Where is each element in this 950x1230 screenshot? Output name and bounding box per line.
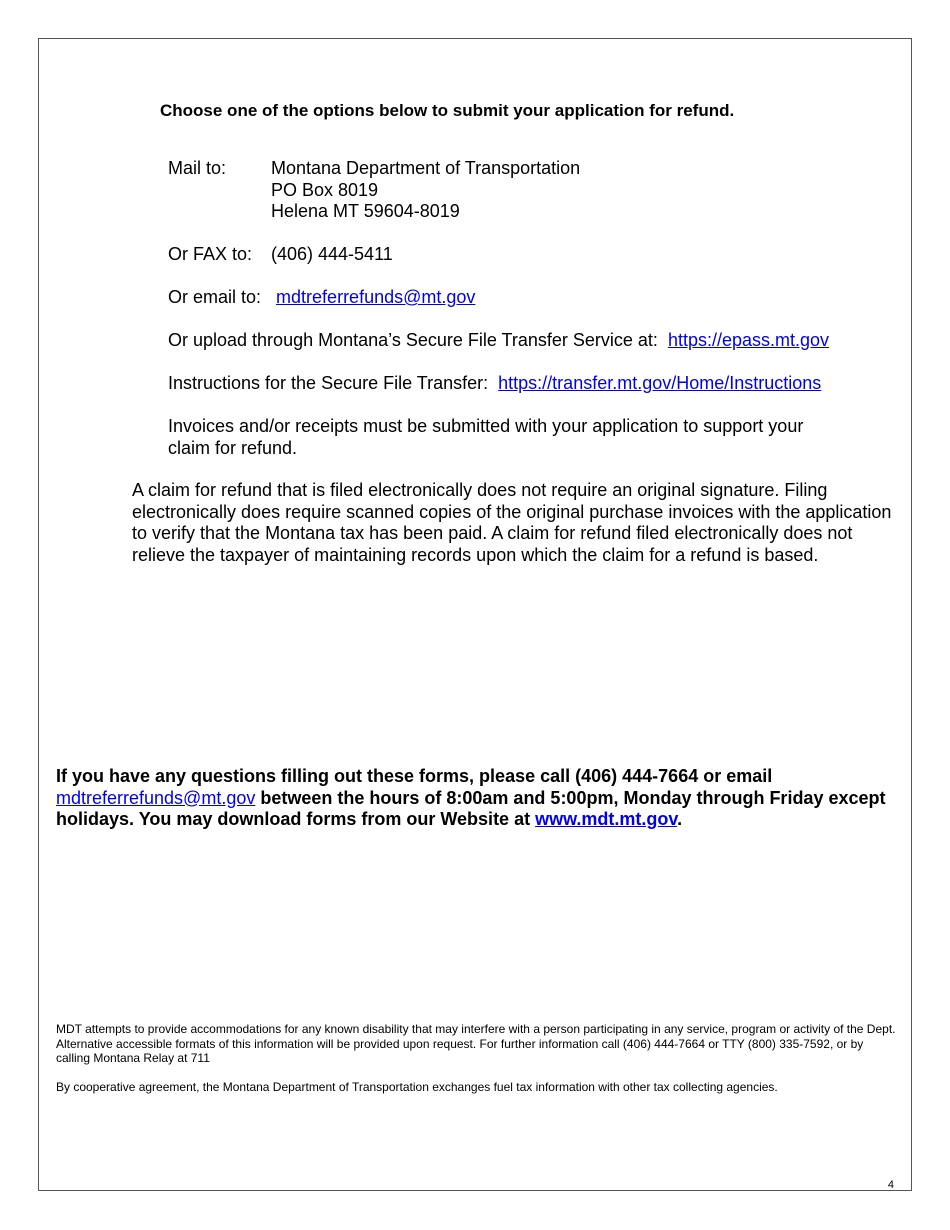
mail-address-line-3: Helena MT 59604-8019 <box>271 201 460 221</box>
instructions-text: Instructions for the Secure File Transfer: <box>168 373 489 393</box>
instructions-block <box>168 373 821 395</box>
email-label: Or email to: <box>168 287 262 307</box>
accessibility-note: MDT attempts to provide accommodations for any known disability that may interfere with a person participating in any service, program or activity of the Dept. Alternative accessible formats of this information will be provided upon request. For further information call (406) 444-7664 or TTY (800) 335-7592, or by calling Montana Relay at 711 <box>56 1022 896 1065</box>
website-link[interactable]: www.mdt.mt.gov <box>535 809 678 829</box>
page-heading: Choose one of the options below to submit your application for refund. <box>160 101 735 120</box>
fax-label: Or FAX to: <box>168 244 253 264</box>
questions-text-part2: between the hours of 8:00am and 5:00pm, Monday through Friday except holidays. You may download forms from our Website at <box>56 787 886 829</box>
email-block <box>168 287 475 309</box>
mail-to-block <box>168 158 580 223</box>
mail-address-line-2: PO Box 8019 <box>271 179 379 200</box>
email-link[interactable]: mdtreferrefunds@mt.gov <box>276 287 476 307</box>
electronic-filing-note: A claim for refund that is filed electronically does not require an original signature. Filing electronically does require scanned copies of the original purchase invoices with the application to verify that the Montana tax has been paid. A claim for refund filed electronically does not relieve the taxpayer of maintaining records upon which the claim for a refund is based. <box>132 480 892 565</box>
upload-text: Or upload through Montana’s Secure File Transfer Service at: <box>168 330 658 350</box>
questions-note <box>56 766 896 831</box>
questions-text-part1: If you have any questions filling out these forms, please call (406) 444-7664 or email <box>56 766 773 786</box>
epass-link[interactable]: https://epass.mt.gov <box>667 330 830 350</box>
mail-address <box>271 158 580 223</box>
instructions-link[interactable]: https://transfer.mt.gov/Home/Instructions <box>498 373 822 393</box>
questions-text-end: . <box>677 809 683 829</box>
page-number: 4 <box>887 1179 894 1191</box>
questions-email-link[interactable]: mdtreferrefunds@mt.gov <box>56 787 256 808</box>
fax-number: (406) 444-5411 <box>271 244 393 264</box>
upload-block <box>168 330 829 352</box>
mail-label: Mail to: <box>168 158 227 178</box>
cooperative-agreement-note: By cooperative agreement, the Montana Department of Transportation exchanges fuel tax information with other tax collecting agencies. <box>56 1080 778 1094</box>
fax-block <box>168 244 393 266</box>
invoices-note: Invoices and/or receipts must be submitted with your application to support your claim for refund. <box>168 416 804 458</box>
mail-address-line-1: Montana Department of Transportation <box>271 158 581 178</box>
